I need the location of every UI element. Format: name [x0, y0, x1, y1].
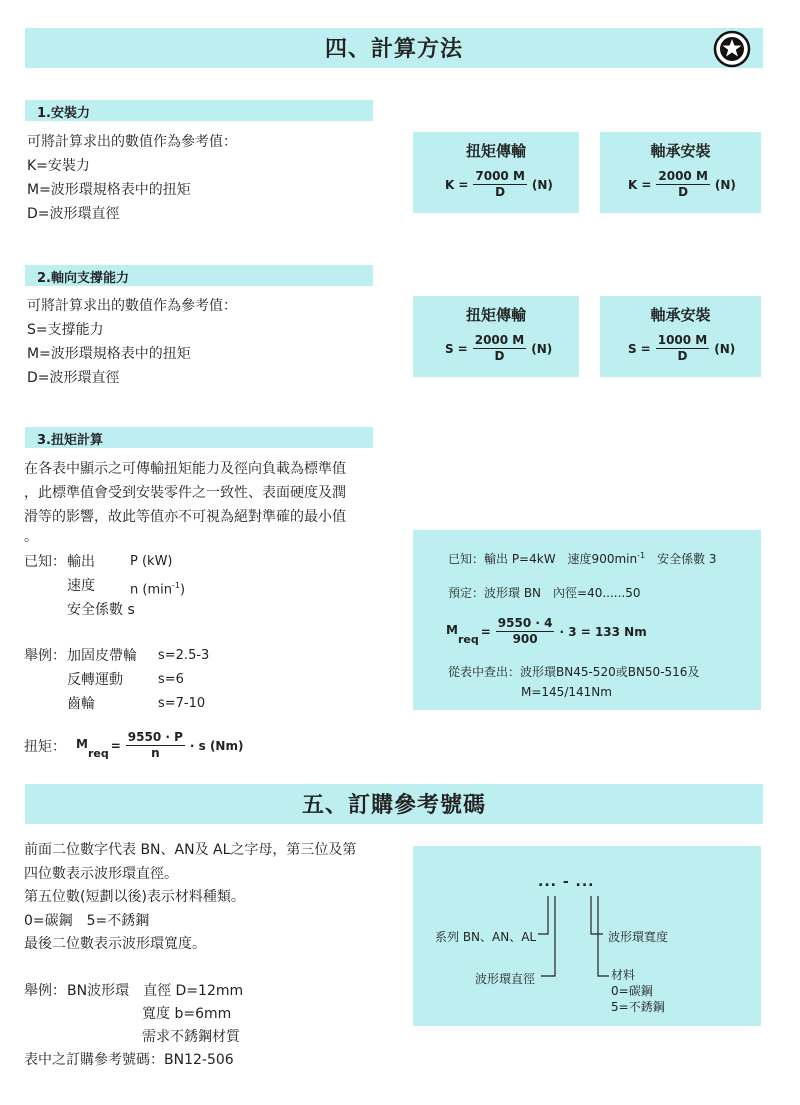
formula	[628, 333, 735, 364]
formula-denominator: D	[678, 185, 689, 199]
known-symbol-tail: )	[179, 582, 186, 598]
text-line: 可將計算求出的數值作為參考值：	[27, 298, 237, 314]
formula-numerator: 9550 · P	[127, 730, 183, 744]
order-reference-line: 表中之訂購參考號碼：BN12-506	[24, 1052, 234, 1068]
formula-lhs: S	[445, 341, 454, 356]
formula	[628, 169, 736, 200]
calculation-example-box	[413, 530, 761, 710]
formula-eq: =	[457, 341, 468, 356]
formula-lhs: K	[628, 177, 638, 192]
example-value: s=6	[158, 672, 184, 687]
known-symbol-sup: -1	[171, 581, 180, 590]
box-title: 扭矩傳輸	[465, 142, 526, 160]
formula-unit: (N)	[714, 177, 736, 192]
calc-eq: =	[480, 624, 491, 639]
order-code-diagram	[413, 846, 761, 1026]
subsection-heading-text: 1.安裝力	[37, 106, 90, 121]
formula-numerator: 1000 M	[657, 333, 708, 347]
formula-denominator: n	[151, 746, 160, 760]
text-line: 滑等的影響，故此等值亦不可視為絕對準確的最小值	[24, 509, 346, 525]
calc-lookup-result: M=145/141Nm	[521, 685, 612, 699]
formula-eq: =	[641, 177, 652, 192]
text-line: 第五位數(短劃以後)表示材料種類。	[24, 889, 245, 905]
text-line: 在各表中顯示之可傳輸扭矩能力及徑向負載為標準值	[24, 461, 346, 477]
known-name: 速度	[67, 578, 95, 594]
formula	[445, 333, 552, 364]
star-gear-icon	[713, 30, 751, 68]
diagram-label-diameter: 波形環直徑	[475, 972, 536, 986]
calc-lookup: 從表中查出：波形環BN45-520或BN50-516及	[448, 665, 700, 679]
formula-box-bearing-install	[600, 132, 761, 213]
calc-known-text: 已知：輸出 P=4kW 速度900min	[448, 552, 638, 566]
text-line: M=波形環規格表中的扭矩	[27, 346, 191, 362]
torque-formula	[76, 730, 243, 761]
formula-unit: (N)	[531, 341, 553, 356]
formula-eq: =	[110, 738, 121, 753]
subsection-heading-3	[25, 427, 373, 448]
sub3-paragraph	[24, 457, 346, 545]
section-title: 五、訂購參考號碼	[301, 792, 486, 818]
calc-known-tail: 安全係數 3	[645, 552, 717, 566]
calc-formula	[446, 616, 647, 647]
order-example-label: 舉例：	[24, 983, 66, 999]
formula-lhs-text: M	[76, 736, 88, 751]
text-line: D=波形環直徑	[27, 370, 120, 386]
subsection-heading-2	[25, 265, 373, 286]
example-name: 反轉運動	[67, 672, 123, 688]
text-line: 0=碳鋼 5=不銹鋼	[24, 912, 150, 929]
order-example-line: 需求不銹鋼材質	[142, 1029, 240, 1045]
calc-denominator: 900	[512, 632, 538, 646]
example-name: 加固皮帶輪	[67, 648, 137, 664]
known-symbol	[130, 574, 185, 602]
text-line: M=波形環規格表中的扭矩	[27, 182, 191, 198]
material-title: 材料	[611, 968, 636, 982]
sub2-text	[27, 294, 237, 390]
formula-unit: (N)	[714, 341, 736, 356]
formula-lhs	[76, 736, 109, 761]
formula-subscript: req	[87, 747, 109, 761]
formula-lhs: K	[445, 177, 455, 192]
example-value: s=7-10	[158, 696, 206, 711]
calc-lhs	[446, 622, 479, 647]
formula-lhs: S	[628, 341, 637, 356]
text-line: K=安裝力	[27, 158, 90, 174]
text-line: D=波形環直徑	[27, 206, 120, 222]
formula-denominator: D	[494, 349, 505, 363]
diagram-label-series: 系列 BN、AN、AL	[435, 930, 537, 944]
calc-subscript: req	[457, 633, 479, 647]
order-code: ... - ...	[538, 874, 595, 890]
subsection-heading-text: 2.軸向支撐能力	[37, 271, 129, 286]
calc-predetermined: 預定：波形環 BN 內徑=40......50	[448, 586, 641, 600]
box-title: 軸承安裝	[650, 142, 711, 160]
box-title: 軸承安裝	[650, 306, 711, 324]
calc-known-sup: -1	[637, 551, 646, 560]
formula-eq: =	[640, 341, 651, 356]
text-line: 前面二位數字代表 BN、AN及 AL之字母，第三位及第	[24, 842, 357, 858]
order-example-line: BN波形環 直徑 D=12mm	[67, 983, 244, 999]
order-example-line: 寬度 b=6mm	[142, 1006, 232, 1022]
formula-eq: =	[458, 177, 469, 192]
text-line: 。	[24, 529, 38, 545]
material-option: 5=不銹鋼	[611, 1000, 665, 1014]
known-label: 已知：	[24, 554, 66, 570]
section-banner-5	[25, 784, 763, 824]
known-name: 安全係數 s	[67, 602, 135, 618]
formula-unit: (N)	[531, 177, 553, 192]
section-title: 四、計算方法	[324, 36, 463, 62]
known-name: 輸出	[67, 554, 95, 570]
material-option: 0=碳鋼	[611, 984, 653, 998]
torque-label: 扭矩：	[24, 739, 66, 755]
subsection-heading-text: 3.扭矩計算	[37, 433, 103, 448]
calc-result: · 3 = 133 Nm	[559, 624, 647, 639]
calc-lhs-text: M	[446, 622, 458, 637]
calc-known	[448, 544, 717, 571]
box-title: 扭矩傳輸	[465, 306, 526, 324]
formula-denominator: D	[495, 185, 506, 199]
formula-tail: · s (Nm)	[189, 738, 244, 753]
known-symbol-text: n (min	[130, 582, 172, 598]
example-value: s=2.5-3	[158, 648, 210, 663]
text-line: 四位數表示波形環直徑。	[24, 865, 178, 882]
formula-numerator: 7000 M	[475, 169, 525, 183]
section5-text	[24, 839, 356, 957]
formula-box-torque-transmission	[413, 296, 579, 377]
formula-box-bearing-install	[600, 296, 761, 377]
diagram-label-material	[611, 967, 665, 1015]
text-line: ，此標準值會受到安裝零件之一致性、表面硬度及潤	[24, 485, 346, 501]
text-line: S=支撐能力	[27, 322, 104, 338]
formula-denominator: D	[677, 349, 688, 363]
example-name: 齒輪	[67, 696, 95, 712]
text-line: 最後二位數表示波形環寬度。	[24, 936, 206, 952]
formula	[445, 169, 553, 200]
example-label: 舉例：	[24, 648, 66, 664]
section-banner-4	[25, 28, 763, 68]
formula-numerator: 2000 M	[658, 169, 708, 183]
text-line: 可將計算求出的數值作為參考值：	[27, 134, 237, 150]
formula-box-torque-transmission	[413, 132, 579, 213]
calc-numerator: 9550 · 4	[497, 616, 553, 630]
formula-numerator: 2000 M	[474, 333, 525, 347]
sub1-text	[27, 130, 237, 226]
diagram-label-width: 波形環寬度	[608, 930, 669, 944]
known-symbol: P (kW)	[130, 554, 173, 569]
subsection-heading-1	[25, 100, 373, 121]
